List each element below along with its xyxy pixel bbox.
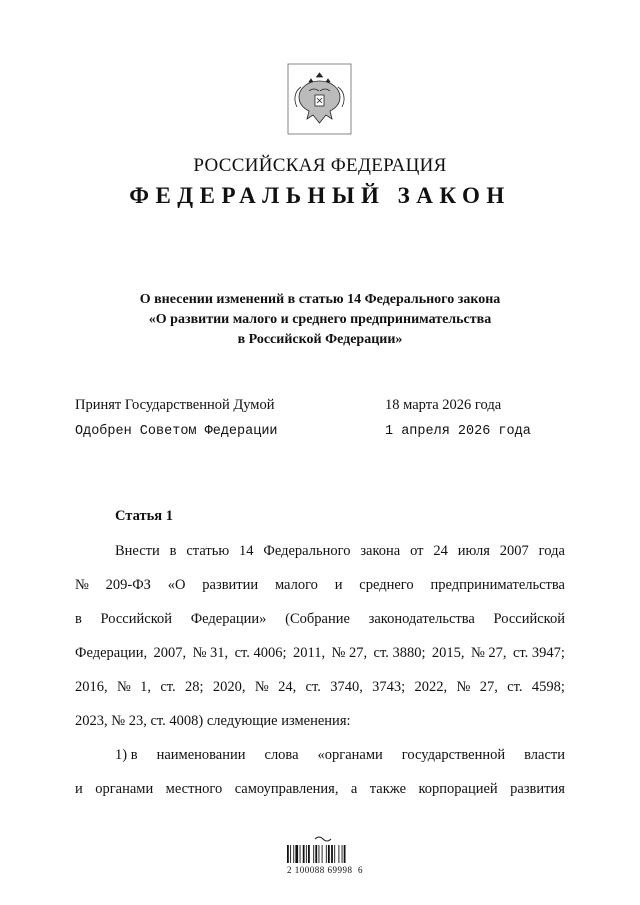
article-word: 2007 bbox=[499, 543, 529, 559]
article-heading: Статья 1 bbox=[115, 508, 173, 524]
article-word: 2015, bbox=[431, 645, 465, 661]
article-word: развитии bbox=[202, 577, 259, 593]
article-text-line bbox=[75, 778, 565, 812]
article-word: 209-ФЗ bbox=[105, 577, 151, 593]
article-word: и bbox=[334, 577, 343, 593]
article-word: 2023, № 23, ст. 4008) следующие изменения: bbox=[75, 713, 351, 729]
article-word: 3740, bbox=[330, 679, 363, 695]
article-word: «О bbox=[167, 577, 186, 593]
article-word: 3743; bbox=[372, 679, 406, 695]
article-word: корпорацией bbox=[418, 781, 498, 797]
article-word: № 27, bbox=[331, 645, 368, 661]
article-word: в bbox=[75, 611, 82, 627]
article-word: 24, bbox=[278, 679, 297, 695]
article-word: предпринимательства bbox=[430, 577, 565, 593]
article-word: «органами bbox=[317, 747, 383, 763]
article-word: 1) в bbox=[115, 747, 138, 763]
council-approval-date: 1 апреля 2026 года bbox=[385, 424, 531, 439]
article-word: № bbox=[456, 679, 471, 695]
article-word: 2022, bbox=[414, 679, 448, 695]
duma-adoption-label: Принят Государственной Думой bbox=[75, 397, 275, 413]
coat-of-arms-emblem bbox=[287, 63, 352, 135]
article-word: Внести bbox=[115, 543, 160, 559]
article-word: 2007, bbox=[153, 645, 187, 661]
article-word: наименовании bbox=[156, 747, 246, 763]
article-word: года bbox=[538, 543, 565, 559]
article-body bbox=[75, 540, 565, 812]
article-word: 2011, bbox=[292, 645, 326, 661]
article-word: ст. bbox=[305, 679, 321, 695]
article-word: № 31, bbox=[192, 645, 229, 661]
article-word: и bbox=[75, 781, 83, 797]
article-word: слова bbox=[264, 747, 299, 763]
article-text-line bbox=[75, 540, 565, 574]
article-word: (Собрание bbox=[285, 611, 350, 627]
law-subject bbox=[90, 290, 550, 350]
article-word: законодательства bbox=[368, 611, 475, 627]
article-word: от bbox=[410, 543, 424, 559]
article-word: Российской bbox=[100, 611, 173, 627]
article-word: 4598; bbox=[531, 679, 565, 695]
article-word: 1, bbox=[140, 679, 152, 695]
article-word: 2020, bbox=[212, 679, 246, 695]
article-text-line bbox=[75, 710, 565, 744]
article-word: ст. bbox=[507, 679, 523, 695]
article-word: государственной bbox=[401, 747, 506, 763]
article-word: статью bbox=[186, 543, 230, 559]
subject-line: О внесении изменений в статью 14 Федерального закона bbox=[139, 292, 501, 307]
article-word: также bbox=[369, 781, 407, 797]
article-word: ст. 3947; bbox=[512, 645, 565, 661]
article-word: закона bbox=[360, 543, 401, 559]
article-word: местного bbox=[165, 781, 223, 797]
article-word: среднего bbox=[359, 577, 414, 593]
article-word: а bbox=[350, 781, 358, 797]
duma-adoption-date: 18 марта 2026 года bbox=[385, 397, 502, 413]
document-type-title: ФЕДЕРАЛЬНЫЙ ЗАКОН bbox=[129, 183, 511, 208]
article-word: ст. bbox=[160, 679, 176, 695]
article-word: № 27, bbox=[470, 645, 507, 661]
article-word: ст. 3880; bbox=[373, 645, 426, 661]
article-word: Федерации» bbox=[190, 611, 267, 627]
article-word: власти bbox=[524, 747, 565, 763]
article-word: 2016, bbox=[75, 679, 108, 695]
council-approval-label: Одобрен Советом Федерации bbox=[75, 424, 278, 439]
article-word: 28; bbox=[185, 679, 204, 695]
article-word: Российской bbox=[493, 611, 565, 627]
barcode-number: 2 100088 69998 6 bbox=[287, 865, 363, 875]
article-word: № bbox=[75, 577, 89, 593]
article-word: малого bbox=[274, 577, 318, 593]
article-word: Федерации, bbox=[75, 645, 148, 661]
article-word: 14 bbox=[239, 543, 254, 559]
article-word: июля bbox=[457, 543, 490, 559]
article-text-line bbox=[75, 676, 565, 710]
article-text-line bbox=[75, 744, 565, 778]
article-word: № bbox=[254, 679, 269, 695]
article-word: Федерального bbox=[263, 543, 351, 559]
article-word: органами bbox=[95, 781, 154, 797]
subject-line: в Российской Федерации» bbox=[237, 332, 403, 347]
article-word: самоуправления, bbox=[234, 781, 339, 797]
article-word: 27, bbox=[479, 679, 498, 695]
article-word: № bbox=[116, 679, 131, 695]
article-word: ст. 4006; bbox=[234, 645, 287, 661]
article-text-line bbox=[75, 574, 565, 608]
subject-line: «О развитии малого и среднего предпринимательства bbox=[148, 312, 492, 327]
article-text-line bbox=[75, 642, 565, 676]
article-word: развития bbox=[510, 781, 565, 797]
article-text-line bbox=[75, 608, 565, 642]
article-word: в bbox=[169, 543, 177, 559]
country-name: РОССИЙСКАЯ ФЕДЕРАЦИЯ bbox=[193, 155, 447, 176]
article-word: 24 bbox=[433, 543, 448, 559]
